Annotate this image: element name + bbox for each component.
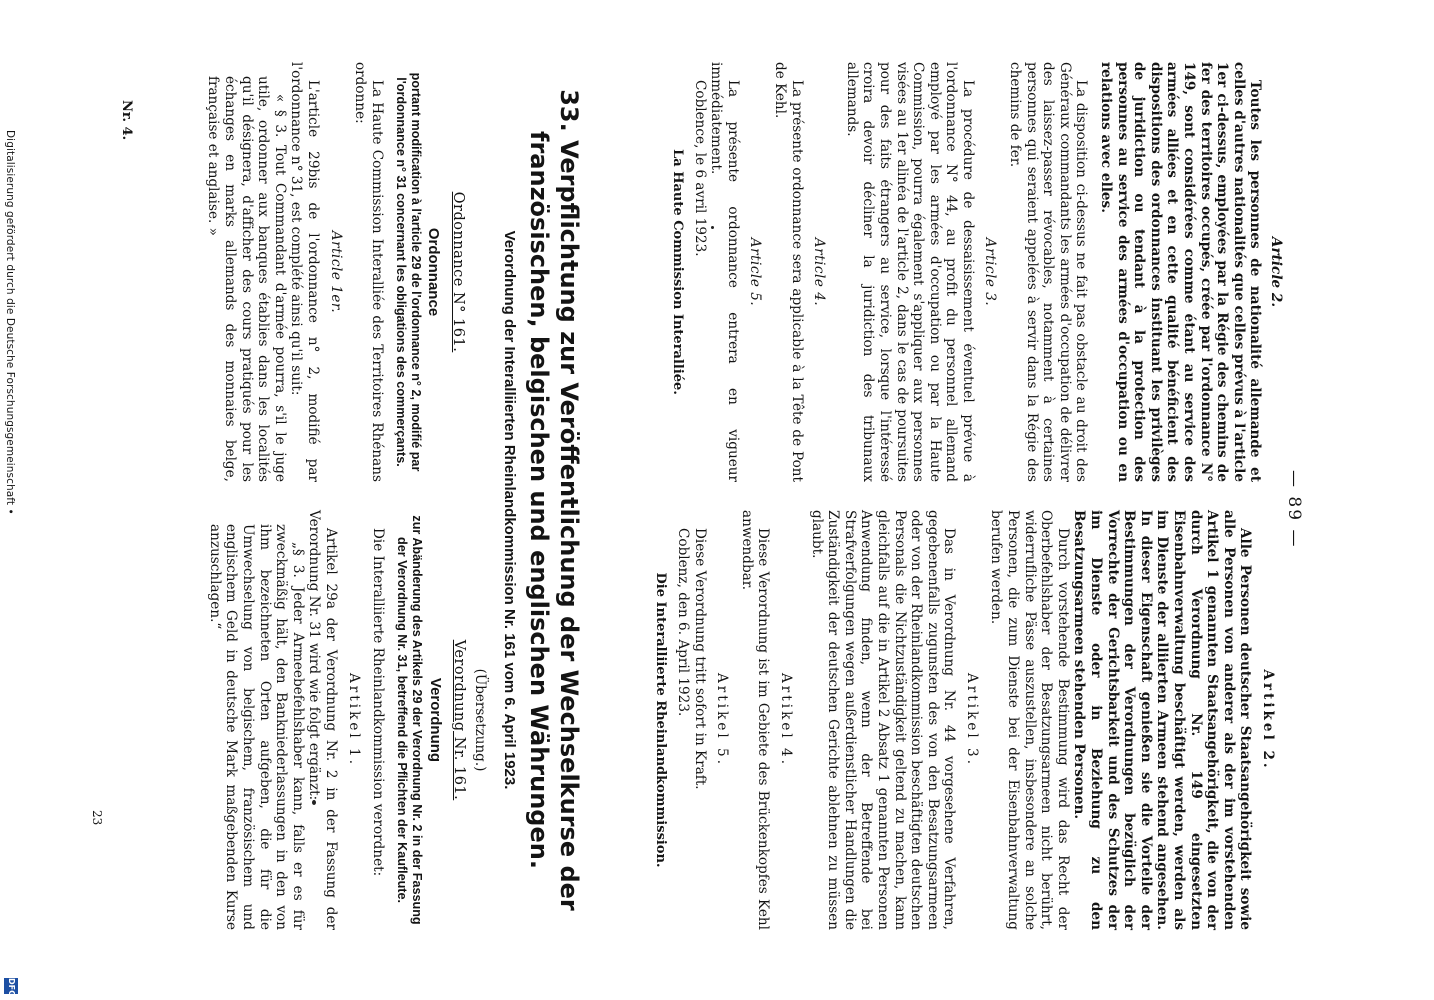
artikel-5-text: Diese Verordnung tritt sofort in Kraft. (691, 528, 708, 790)
article-2-text: Toutes les personnes de nationalité allemande et celles d'autres nationalités que celles prévus à l'article 1er ci-dessus, employées par la Régie des chemins de fer des territoires occupés, créée par l'ordonnance N° 149, sont considérées comme étant au service des armées alliées et en cette qualité bénéficient des dispositions des ordonnances instituant les privilèges de juridiction ou tendant à la protection des personnes au service des armées d'occupation ou en relations avec elles. (1098, 62, 1264, 482)
folio-number: 23 (90, 810, 104, 826)
artikel-1-text: Artikel 29a der Verordnung Nr. 2 in der Fassung der Verordnung Nr. 31 wird wie folgt ergänzt: (306, 510, 340, 930)
ordinance-subtitle: portant modification à l'article 29 de l'ordonnance n° 2, modifié par l'ordonnance n° 31 concernant les obligations des commerçants. (393, 72, 423, 472)
artikel-4-text: Diese Verordnung ist im Gebiete des Brückenkopfes Kehl anwendbar. (738, 510, 772, 930)
artikel-2-text: Alle Personen deutscher Staatsangehörigkeit sowie alle Personen von anderer als der im vorstehenden Artikel 1 genannten Staatsangehörigkeit, die von der durch Verordnung Nr. 149 eingesetzten Eisenbahnverwaltung beschäftigt werden, werden als im Dienste der alliierten Armeen stehend angesehen. In dieser Eigenschaft genießen sie die Vorteile der Bestimmungen der Verordnungen bezüglich der Vorrechte der Gerichtsbarkeit und des Schutzes der im Dienste oder in Beziehung zu den Besatzungsarmeen stehenden Personen. (1071, 510, 1254, 930)
french-column-top (668, 62, 1284, 482)
section-subtitle: Verordnung der Interalliierten Rheinlandkommission Nr. 161 vom 6. April 1923. (501, 230, 518, 790)
article-2-text2: La disposition ci-dessus ne fait pas obstacle au droit des Généraux commandants les armées d'occupation de délivrer des laissez-passer révocables, notamment à certaines personnes qui seraient appelées à servir dans la Régie des chemins de fer. (1007, 62, 1090, 482)
french-column-bottom (205, 62, 488, 482)
article-5-heading: Article 5. (747, 237, 764, 307)
artikel-1-quote: „§ 3. Jeder Armeebefehlshaber kann, falls er es für zweckmäßig hält, den Bankniederlassungen in den von ihm bezeichneten Orten aufgeben, die für die Umwechselung von belgischem, französischem und englischem Geld in deutsche Mark maßgebenden Kurse anzuschlagen.“ (206, 524, 306, 930)
signature: Die Interalliierte Rheinlandkommission. (653, 572, 669, 868)
article-5-text: La présente ordonnance entrera en vigueur immédiatement. (708, 62, 741, 482)
artikel-3-text: Das in Verordnung Nr. 44 vorgesehene Verfahren, gegebenenfalls zugunsten des von den Besatzungsarmeen oder von der Rheinlandkommission beschäftigten deutschen Personals die Nichtzuständigkeit geltend zu machen, kann gleichfalls auf die in Artikel 2 Absatz 1 genannten Personen Anwendung finden, wenn der Betreffende bei Strafverfolgungen wegen außerdienstlicher Handlungen die Zuständigkeit der deutschen Gerichte ablehnen zu müssen glaubt. (808, 510, 958, 930)
translation-note: (Übersetzung.) (472, 668, 488, 772)
article-2-heading: Article 2. (1268, 236, 1284, 308)
german-column-bottom (206, 510, 488, 930)
place-date: Coblenz, den 6. April 1923. (675, 528, 691, 717)
digitization-note: Digitalisierung gefördert durch die Deutsche Forschungsgemeinschaft • (4, 130, 16, 515)
ordinance-intro: La Haute Commission Interalliée des Territoires Rhénans ordonne: (352, 62, 385, 482)
article-4-text: La présente ordonnance sera applicable à la Tête de Pont de Kehl. (771, 62, 805, 482)
german-column-top (652, 510, 1284, 930)
ordinance-intro: Die Interalliierte Rheinlandkommission verordnet: (370, 528, 387, 877)
scan-speck (312, 800, 316, 805)
ordinance-number: Ordonnance N° 161. (450, 191, 466, 353)
article-1-quote: « § 3. Tout Commandant d'armée pourra, s'il le juge utile, ordonner aux banques établies dans les localités qu'il désignera, d'afficher des cours pratiqués pour les échanges en marks allemands des monnaies belge, française et anglaise. » (205, 76, 288, 482)
article-1-text: L'article 29bis de l'ordonnance n° 2, modifié par l'ordonnance n° 31, est complété ainsi qu'il suit: (288, 62, 322, 482)
page-number: — 89 — (1284, 470, 1304, 549)
ordinance-title: Ordonnance (425, 227, 443, 317)
dfg-logo-icon: DFG (4, 978, 18, 994)
artikel-5-heading: Artikel 5. (714, 672, 731, 768)
signature: La Haute Commission Interalliée. (670, 149, 685, 395)
article-3-heading: Article 3. (982, 237, 999, 307)
artikel-3-heading: Artikel 3. (963, 672, 980, 768)
artikel-1-heading: Artikel 1. (345, 672, 362, 768)
ordinance-subtitle: zur Abänderung des Artikels 29 der Verordnung Nr. 2 in der Fassung der Verordnung Nr. 31, betreffend die Pflichten der Kaufleute. (395, 515, 425, 925)
section-title: 33. Verpflichtung zur Veröffentlichung der Wechselkurse der französischen, belgischen und englischen Währungen. (525, 89, 583, 911)
article-1-heading: Article 1er. (327, 230, 344, 314)
article-4-heading: Article 4. (811, 237, 828, 307)
issue-number: Nr. 4. (119, 100, 134, 141)
ordinance-number: Verordnung Nr. 161. (451, 639, 468, 801)
artikel-2-heading: Artikel 2. (1260, 669, 1276, 771)
place-date: Coblence, le 6 avril 1923. (691, 80, 708, 257)
ordinance-title: Verordnung (426, 677, 444, 763)
article-3-text: La procédure de dessaisissement éventuel prévue à l'ordonnance N° 44, au profit du personnel allemand employé par les armées d'occupation ou par la Haute Commission, pourra également s'appliquer aux personnes visées au 1er alinéa de l'article 2, dans le cas de poursuites pour des faits étrangers au service, lorsque l'intéressé croira devoir décliner la juridiction des tribunaux allemands. (843, 62, 976, 482)
scan-speck (711, 226, 714, 229)
artikel-2-text2: Durch vorstehende Bestimmung wird das Recht der Oberbefehlshaber der Besatzungsarmeen nicht berührt, widerrufliche Pässe auszustellen, insbesondere an solche Personen, die zum Dienste bei der Eisenbahnverwaltung berufen werden. (988, 510, 1071, 930)
artikel-4-heading: Artikel 4. (777, 672, 794, 768)
